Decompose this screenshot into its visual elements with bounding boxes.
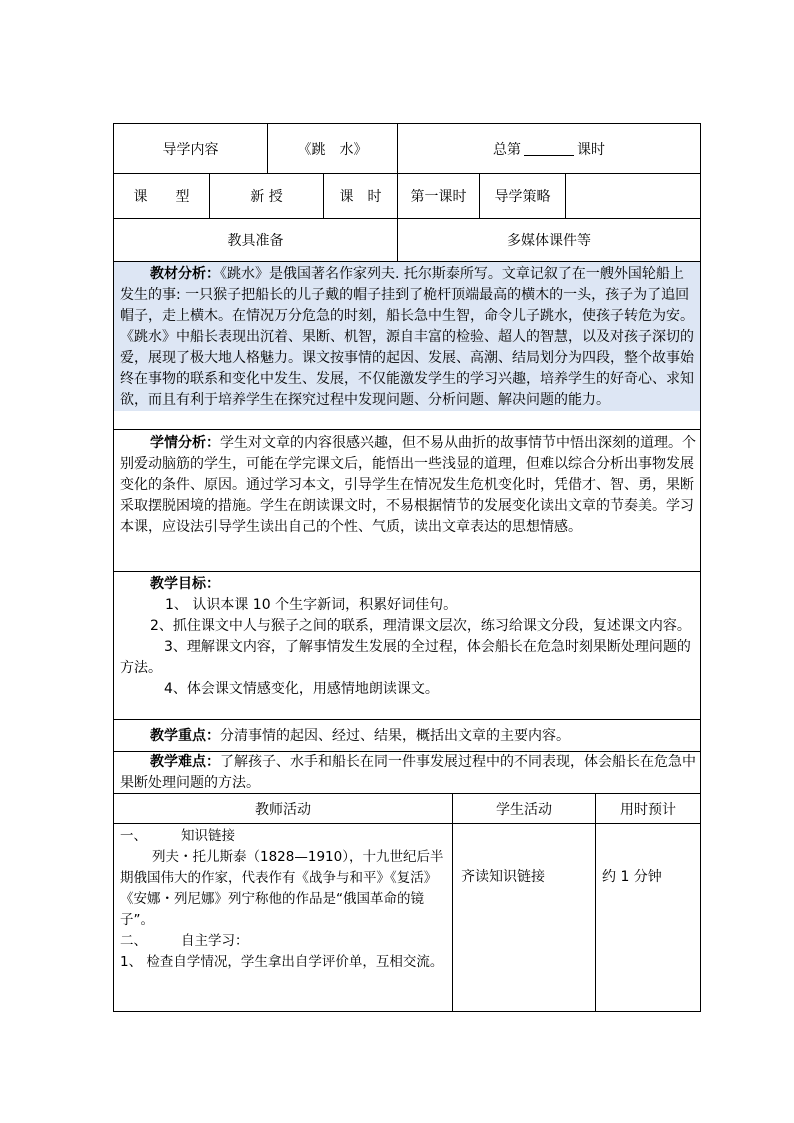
difficulty-heading: 教学难点： bbox=[150, 754, 220, 770]
student-action: 齐读知识链接 bbox=[452, 824, 595, 1011]
lesson-plan-table bbox=[113, 123, 701, 1012]
section-knowledge bbox=[120, 826, 446, 847]
section-1-text: 列夫・托儿斯泰（1828—1910），十九世纪后半期俄国伟大的作家，代表作有《战争与和平》《复活》《安娜・列尼娜》列宁称他的作品是“俄国革命的镜子”。 bbox=[120, 849, 444, 928]
strategy-label: 导学策略 bbox=[479, 174, 565, 218]
student-text: 学生对文章的内容很感兴趣，但不易从曲折的故事情节中悟出深刻的道理。个别爱动脑筋的学生，可能在学完课文后，能悟出一些浅显的道理，但难以综合分析出事物发展变化的条件、原因。通过学习本文，引导学生在情况发生危机变化时，凭借才、智、勇，果断采取摆脱困境的措施。学生在朗读课文时，不易根据情节的发展变化读出文章的节奏美。学习本课，应设法引导学生读出自己的个性、气质，读出文章表达的思想情感。 bbox=[120, 435, 696, 535]
teacher-activity-header: 教师活动 bbox=[255, 801, 311, 818]
goal-item-2: 2、抓住课文中人与猴子之间的联系，理清课文层次，练习给课文分段，复述课文内容。 bbox=[150, 618, 691, 634]
strategy-value bbox=[565, 174, 700, 218]
difficulty bbox=[114, 752, 700, 794]
section-1-title: 知识链接 bbox=[181, 828, 235, 844]
teaching-goals-row bbox=[113, 572, 701, 720]
student-analysis bbox=[114, 430, 700, 538]
key-text: 分清事情的起因、经过、结果，概括出文章的主要内容。 bbox=[220, 728, 570, 744]
total-prefix: 总第 bbox=[493, 141, 521, 158]
material-analysis bbox=[114, 262, 700, 411]
teaching-goals bbox=[114, 572, 700, 700]
material-analysis-row bbox=[113, 262, 701, 430]
tools-row bbox=[113, 219, 701, 262]
type-value: 新 授 bbox=[209, 174, 323, 218]
total-periods bbox=[397, 124, 700, 173]
student-activity-header: 学生活动 bbox=[452, 794, 595, 823]
key-heading: 教学重点： bbox=[150, 728, 220, 744]
type-row bbox=[113, 174, 701, 219]
section-2-number: 二、 bbox=[120, 933, 147, 949]
total-blank bbox=[524, 141, 574, 156]
goal-item-3: 3、理解课文内容，了解事情发生发展的全过程，体会船长在危急时刻果断处理问题的方法。 bbox=[120, 639, 691, 676]
difficulty-text: 了解孩子、水手和船长在同一件事发展过程中的不同表现，体会船长在危急中果断处理问题的方法。 bbox=[120, 754, 696, 791]
section-1-number: 一、 bbox=[120, 828, 147, 844]
student-analysis-row bbox=[113, 430, 701, 572]
section-self-study bbox=[120, 931, 446, 952]
title-row bbox=[113, 123, 701, 174]
key-points bbox=[114, 720, 700, 747]
student-heading: 学情分析： bbox=[150, 435, 220, 451]
period-value: 第一课时 bbox=[397, 174, 479, 218]
section-2-title: 自主学习： bbox=[181, 933, 249, 949]
material-text: 《跳水》是俄国著名作家列夫. 托尔斯泰所写。文章记叙了在一艘外国轮船上发生的事: 一只猴子把船长的儿子戴的帽子挂到了桅杆顶端最高的横木的一头，孩子为了追回帽子，走上横木。在情况万分危急的时刻，船长急中生智，命令儿子跳水，使孩子转危为安。《跳水》中船长表现出沉着、果断、机智，源自丰富的检验、超人的智慧，以及对孩子深切的爱，展现了极大地人格魅力。课文按事情的起因、发展、高潮、结局划分为四段，整个故事始终在事物的联系和变化中发生、发展，不仅能激发学生的学习兴趣，培养学生的好奇心、求知欲，而且有利于培养学生在探究过程中发现问题、分析问题、解决问题的能力。 bbox=[120, 266, 694, 408]
lesson-title: 《跳 水》 bbox=[267, 124, 397, 173]
tools-value: 多媒体课件等 bbox=[397, 219, 700, 261]
tools-label: 教具准备 bbox=[227, 233, 284, 249]
time-estimate-header: 用时预计 bbox=[595, 794, 700, 823]
difficulty-row bbox=[113, 752, 701, 794]
material-heading: 教材分析： bbox=[150, 266, 220, 282]
key-points-row bbox=[113, 720, 701, 752]
activity-content-row bbox=[113, 824, 701, 1012]
period-label: 课 时 bbox=[323, 174, 397, 218]
teacher-activity bbox=[114, 824, 452, 1011]
guide-label: 导学内容 bbox=[162, 141, 219, 158]
total-suffix: 课时 bbox=[577, 141, 605, 158]
time-estimate: 约 1 分钟 bbox=[595, 824, 700, 1011]
goal-item-1: 1、 认识本课 10 个生字新词，积累好词佳句。 bbox=[165, 597, 458, 613]
activity-header-row bbox=[113, 794, 701, 824]
goals-heading: 教学目标： bbox=[150, 576, 220, 592]
section-2-item-1: 1、 检查自学情况，学生拿出自学评价单，互相交流。 bbox=[120, 954, 444, 970]
type-label: 课 型 bbox=[133, 189, 190, 205]
goal-item-4: 4、体会课文情感变化，用感情地朗读课文。 bbox=[164, 681, 439, 697]
